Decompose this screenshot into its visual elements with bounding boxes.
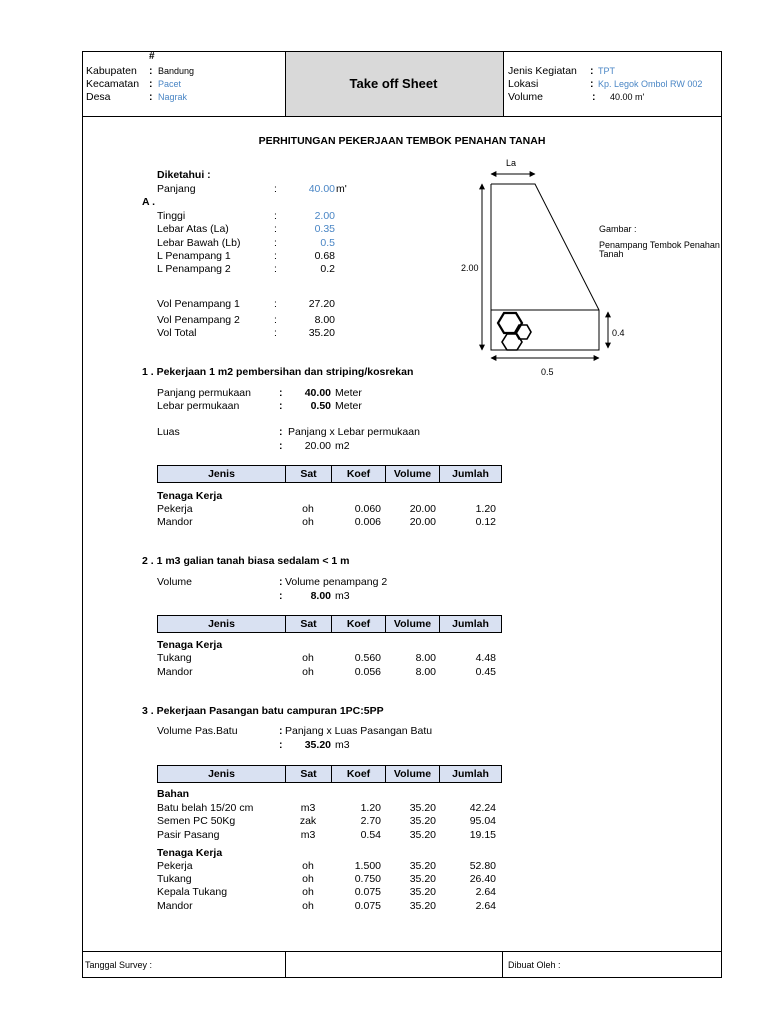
colon: : — [279, 590, 283, 602]
colon: : — [274, 250, 277, 262]
row-koef: 1.500 — [354, 860, 381, 872]
colon: : — [274, 210, 277, 222]
col-jumlah: Jumlah — [452, 468, 489, 480]
row-sat: oh — [302, 666, 314, 678]
row-jenis: Tukang — [157, 652, 192, 664]
colon: : — [274, 223, 277, 235]
known-label: Vol Penampang 2 — [157, 314, 240, 326]
known-value: 0.68 — [314, 250, 335, 262]
row-koef: 0.560 — [354, 652, 381, 664]
row-sat: oh — [302, 652, 314, 664]
main-title: PERHITUNGAN PEKERJAAN TEMBOK PENAHAN TANAH — [258, 135, 546, 147]
section-1-title: 1 . Pekerjaan 1 m2 pembersihan dan striping/kosrekan — [142, 366, 414, 378]
row-jenis: Tukang — [157, 873, 192, 885]
row-sat: oh — [302, 873, 314, 885]
colon: : — [149, 91, 153, 103]
known-value: 0.2 — [320, 263, 335, 275]
s1-unit: Meter — [335, 400, 362, 412]
footer-sep-2 — [502, 951, 503, 978]
col-sat: Sat — [286, 466, 332, 482]
row-koef: 0.075 — [354, 886, 381, 898]
section-2-title: 2 . 1 m3 galian tanah biasa sedalam < 1 m — [142, 555, 350, 567]
s3-formula: Panjang x Luas Pasangan Batu — [285, 725, 433, 737]
row-koef: 0.060 — [354, 503, 381, 515]
base-height-dimension: 0.4 — [612, 328, 625, 338]
row-volume: 8.00 — [415, 652, 436, 664]
row-jenis: Pekerja — [157, 503, 193, 515]
row-jenis: Mandor — [157, 666, 193, 678]
row-koef: 0.006 — [354, 516, 381, 528]
col-koef: Koef — [332, 766, 386, 782]
col-jenis: Jenis — [158, 466, 286, 482]
gambar-label: Gambar : — [599, 224, 637, 234]
desa-label: Desa — [86, 91, 111, 103]
s1-value: 20.00 — [304, 440, 331, 452]
row-jenis: Pekerja — [157, 860, 193, 872]
row-jenis: Pasir Pasang — [157, 829, 220, 841]
row-jumlah: 52.80 — [469, 860, 496, 872]
colon: : — [279, 739, 283, 751]
row-jumlah: 0.12 — [475, 516, 496, 528]
table-header — [157, 615, 502, 633]
header-divider — [82, 116, 722, 117]
hash-mark: # — [149, 51, 155, 62]
row-sat: oh — [302, 886, 314, 898]
row-volume: 20.00 — [409, 503, 436, 515]
drawing-caption: Tanah — [599, 249, 624, 259]
known-value: 2.00 — [314, 210, 335, 222]
jenis-kegiatan-label: Jenis Kegiatan — [508, 65, 577, 77]
colon: : — [279, 426, 283, 438]
row-sat: oh — [302, 503, 314, 515]
col-jenis: Jenis — [158, 616, 286, 632]
s3-unit: m3 — [335, 739, 350, 751]
known-label: Lebar Bawah (Lb) — [157, 237, 241, 249]
colon: : — [274, 237, 277, 249]
row-sat: m3 — [300, 829, 316, 841]
dibuat-oleh-label: Dibuat Oleh : — [508, 960, 561, 970]
colon: : — [149, 78, 153, 90]
group-label: Tenaga Kerja — [157, 639, 223, 651]
known-label: Lebar Atas (La) — [157, 223, 229, 235]
s1-unit: Meter — [335, 387, 362, 399]
row-jenis: Semen PC 50Kg — [157, 815, 236, 827]
row-jumlah: 95.04 — [469, 815, 496, 827]
s1-label: Panjang permukaan — [157, 387, 251, 399]
table-header — [157, 465, 502, 483]
row-jumlah: 1.20 — [475, 503, 496, 515]
group-label: Bahan — [157, 788, 190, 800]
desa-value: Nagrak — [158, 92, 188, 102]
width-dimension: 0.5 — [541, 367, 554, 377]
known-value: 0.35 — [314, 223, 335, 235]
kabupaten-value: Bandung — [158, 66, 195, 76]
col-jumlah: Jumlah — [452, 618, 489, 630]
row-jumlah: 42.24 — [469, 802, 496, 814]
colon: : — [279, 576, 283, 588]
s2-value: 8.00 — [310, 590, 331, 602]
row-jumlah: 2.64 — [475, 886, 496, 898]
col-volume: Volume — [386, 466, 440, 482]
row-jumlah: 2.64 — [475, 900, 496, 912]
known-value: 35.20 — [308, 327, 335, 339]
s1-label: Lebar permukaan — [157, 400, 240, 412]
s2-unit: m3 — [335, 590, 350, 602]
row-sat: oh — [302, 860, 314, 872]
colon: : — [590, 78, 594, 90]
jenis-kegiatan-value: TPT — [598, 66, 615, 76]
row-volume: 35.20 — [409, 802, 436, 814]
footer-divider — [82, 951, 722, 952]
row-volume: 35.20 — [409, 829, 436, 841]
row-jenis: Mandor — [157, 900, 193, 912]
s1-formula: Panjang x Lebar permukaan — [288, 426, 420, 438]
row-jumlah: 26.40 — [469, 873, 496, 885]
known-label: Panjang — [157, 183, 196, 195]
colon: : — [590, 65, 594, 77]
row-koef: 0.075 — [354, 900, 381, 912]
row-jenis: Kepala Tukang — [157, 886, 228, 898]
col-volume: Volume — [386, 766, 440, 782]
s3-value: 35.20 — [304, 739, 331, 751]
row-jenis: Batu belah 15/20 cm — [157, 802, 254, 814]
row-jumlah: 19.15 — [469, 829, 496, 841]
colon: : — [279, 440, 283, 452]
colon: : — [274, 183, 277, 195]
col-volume: Volume — [386, 616, 440, 632]
colon: : — [149, 65, 153, 77]
known-label: Vol Penampang 1 — [157, 298, 240, 310]
known-label: Vol Total — [157, 327, 197, 339]
lokasi-label: Lokasi — [508, 78, 539, 90]
row-volume: 35.20 — [409, 900, 436, 912]
col-sat: Sat — [286, 766, 332, 782]
row-koef: 1.20 — [360, 802, 381, 814]
section-3-title: 3 . Pekerjaan Pasangan batu campuran 1PC:5PP — [142, 705, 384, 717]
s1-unit: m2 — [335, 440, 350, 452]
colon: : — [592, 91, 596, 103]
colon: : — [279, 725, 283, 737]
volume-value: 40.00 m' — [610, 92, 645, 102]
row-koef: 2.70 — [360, 815, 381, 827]
table-header — [157, 765, 502, 783]
s1-value: 40.00 — [304, 387, 331, 399]
row-sat: m3 — [300, 802, 316, 814]
row-koef: 0.056 — [354, 666, 381, 678]
s3-label: Volume Pas.Batu — [157, 725, 238, 737]
row-volume: 35.20 — [409, 886, 436, 898]
row-jenis: Mandor — [157, 516, 193, 528]
col-jumlah: Jumlah — [452, 768, 489, 780]
known-value: 8.00 — [314, 314, 335, 326]
row-volume: 35.20 — [409, 860, 436, 872]
drawing-caption: Penampang Tembok Penahan — [599, 240, 720, 250]
row-sat: zak — [299, 815, 317, 827]
wall-section-drawing — [455, 150, 655, 380]
known-value: 27.20 — [308, 298, 335, 310]
row-koef: 0.54 — [360, 829, 381, 841]
known-unit: m' — [336, 183, 347, 195]
group-label: Tenaga Kerja — [157, 490, 223, 502]
row-sat: oh — [302, 900, 314, 912]
col-sat: Sat — [286, 616, 332, 632]
tanggal-survey-label: Tanggal Survey : — [85, 960, 153, 970]
row-koef: 0.750 — [354, 873, 381, 885]
row-volume: 35.20 — [409, 873, 436, 885]
known-label: Tinggi — [157, 210, 186, 222]
colon: : — [274, 263, 277, 275]
s1-value: 0.50 — [310, 400, 331, 412]
row-jumlah: 0.45 — [475, 666, 496, 678]
row-volume: 8.00 — [415, 666, 436, 678]
colon: : — [279, 400, 283, 412]
col-koef: Koef — [332, 466, 386, 482]
kabupaten-label: Kabupaten — [86, 65, 137, 77]
page-title: Take off Sheet — [349, 76, 438, 91]
height-dimension: 2.00 — [461, 263, 479, 273]
row-volume: 35.20 — [409, 815, 436, 827]
row-volume: 20.00 — [409, 516, 436, 528]
s2-label: Volume — [157, 576, 193, 588]
colon: : — [279, 387, 283, 399]
s2-formula: Volume penampang 2 — [285, 576, 388, 588]
known-heading: Diketahui : — [157, 169, 211, 181]
colon: : — [274, 327, 277, 339]
col-koef: Koef — [332, 616, 386, 632]
la-dimension: La — [506, 158, 517, 168]
known-value: 40.00 — [308, 183, 335, 195]
footer-sep-1 — [285, 951, 286, 978]
known-label: L Penampang 2 — [157, 263, 231, 275]
known-value: 0.5 — [320, 237, 335, 249]
row-sat: oh — [302, 516, 314, 528]
known-label: L Penampang 1 — [157, 250, 231, 262]
kecamatan-label: Kecamatan — [86, 78, 140, 90]
volume-label: Volume — [508, 91, 544, 103]
group-label: Tenaga Kerja — [157, 847, 223, 859]
s1-label: Luas — [157, 426, 180, 438]
col-jenis: Jenis — [158, 766, 286, 782]
kecamatan-value: Pacet — [158, 79, 182, 89]
lokasi-value: Kp. Legok Ombol RW 002 — [598, 79, 703, 89]
colon: : — [274, 314, 277, 326]
section-a: A . — [142, 196, 156, 208]
colon: : — [274, 298, 277, 310]
row-jumlah: 4.48 — [475, 652, 496, 664]
